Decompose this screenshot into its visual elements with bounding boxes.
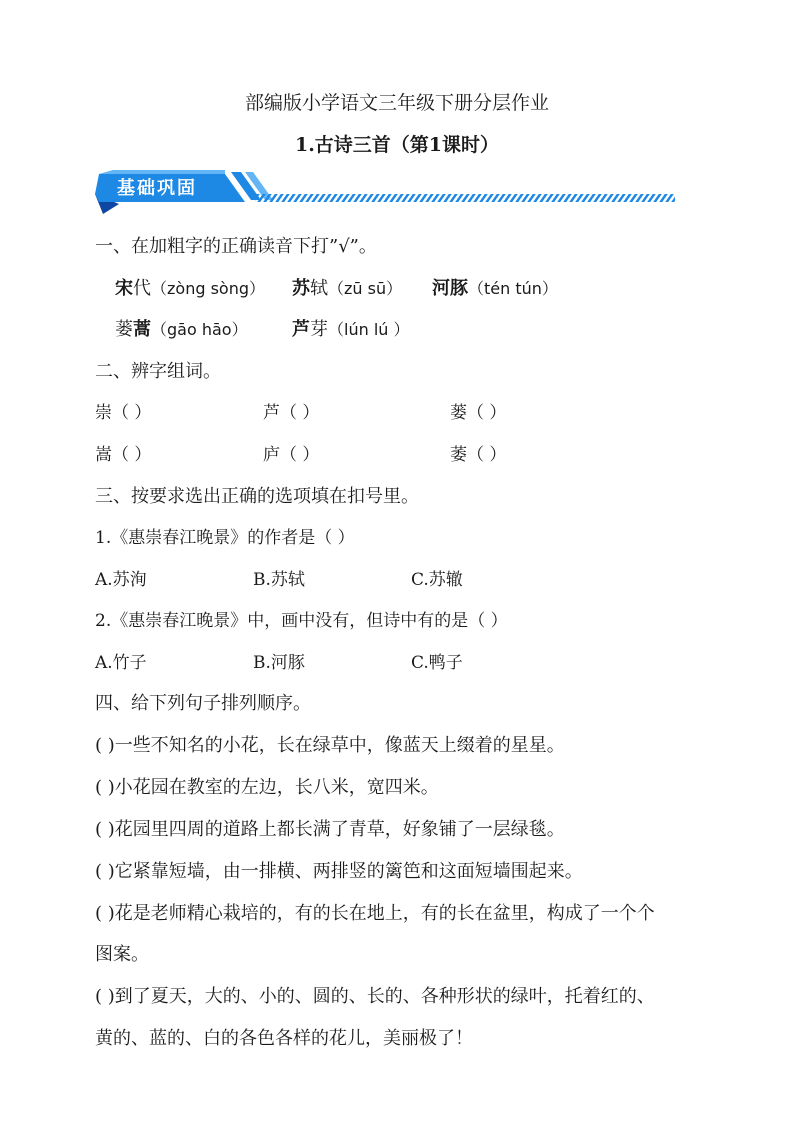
q4-sentence-3: ( )花园里四周的道路上都长满了青草，好象铺了一层绿毯。 <box>95 819 565 840</box>
q3-item2-option-c: C.鸭子 <box>411 653 463 673</box>
q3-item2-question: 2.《惠崇春江晚景》中，画中没有，但诗中有的是（ ） <box>95 611 508 631</box>
q4-sentence-6-cont: 黄的、蓝的、白的各色各样的花儿，美丽极了！ <box>95 1028 473 1049</box>
q4-sentence-4: ( )它紧靠短墙，由一排横、两排竖的篱笆和这面短墙围起来。 <box>95 861 583 882</box>
q3-heading: 三、按要求选出正确的选项填在扣号里。 <box>95 486 419 507</box>
q1-item-4: 蒌蒿（gāo hāo） <box>115 319 248 340</box>
q3-item2-option-a: A.竹子 <box>95 653 147 673</box>
q4-sentence-2: ( )小花园在教室的左边，长八米，宽四米。 <box>95 777 439 798</box>
q4-sentence-1: ( )一些不知名的小花，长在绿草中，像蓝天上缀着的星星。 <box>95 735 565 756</box>
q3-item1-option-c: C.苏辙 <box>411 570 463 590</box>
q2-heading: 二、辨字组词。 <box>95 361 221 382</box>
q4-sentence-6: ( )到了夏天，大的、小的、圆的、长的、各种形状的绿叶，托着红的、 <box>95 986 655 1007</box>
q1-item-5: 芦芽（lún lú ） <box>292 319 410 340</box>
q2-blank-2: 芦（ ） <box>263 403 320 423</box>
q2-blank-5: 庐（ ） <box>263 445 320 465</box>
q4-sentence-5-cont: 图案。 <box>95 944 149 965</box>
q2-blank-6: 萎（ ） <box>450 445 507 465</box>
q1-item-2: 苏轼（zū sū） <box>292 278 403 299</box>
q2-blank-4: 嵩（ ） <box>95 445 152 465</box>
q2-blank-1: 崇（ ） <box>95 403 152 423</box>
banner-hatch-bar <box>255 194 675 202</box>
q2-blank-3: 蒌（ ） <box>450 403 507 423</box>
q1-heading: 一、在加粗字的正确读音下打”√”。 <box>95 236 377 257</box>
q4-sentence-5: ( )花是老师精心栽培的，有的长在地上，有的长在盆里，构成了一个个 <box>95 903 655 924</box>
section-label: 基础巩固 <box>117 178 197 199</box>
q3-item2-option-b: B.河豚 <box>253 653 305 673</box>
q3-item1-option-b: B.苏轼 <box>253 570 305 590</box>
lesson-subtitle: 1.古诗三首（第1课时） <box>294 134 500 156</box>
q3-item1-option-a: A.苏洵 <box>95 570 147 590</box>
q4-heading: 四、给下列句子排列顺序。 <box>95 693 311 714</box>
q3-item1-question: 1.《惠崇春江晚景》的作者是（ ） <box>95 528 355 548</box>
q1-item-3: 河豚（tén tún） <box>432 278 558 299</box>
page-title: 部编版小学语文三年级下册分层作业 <box>244 92 549 114</box>
q1-item-1: 宋代（zòng sòng） <box>115 278 265 299</box>
